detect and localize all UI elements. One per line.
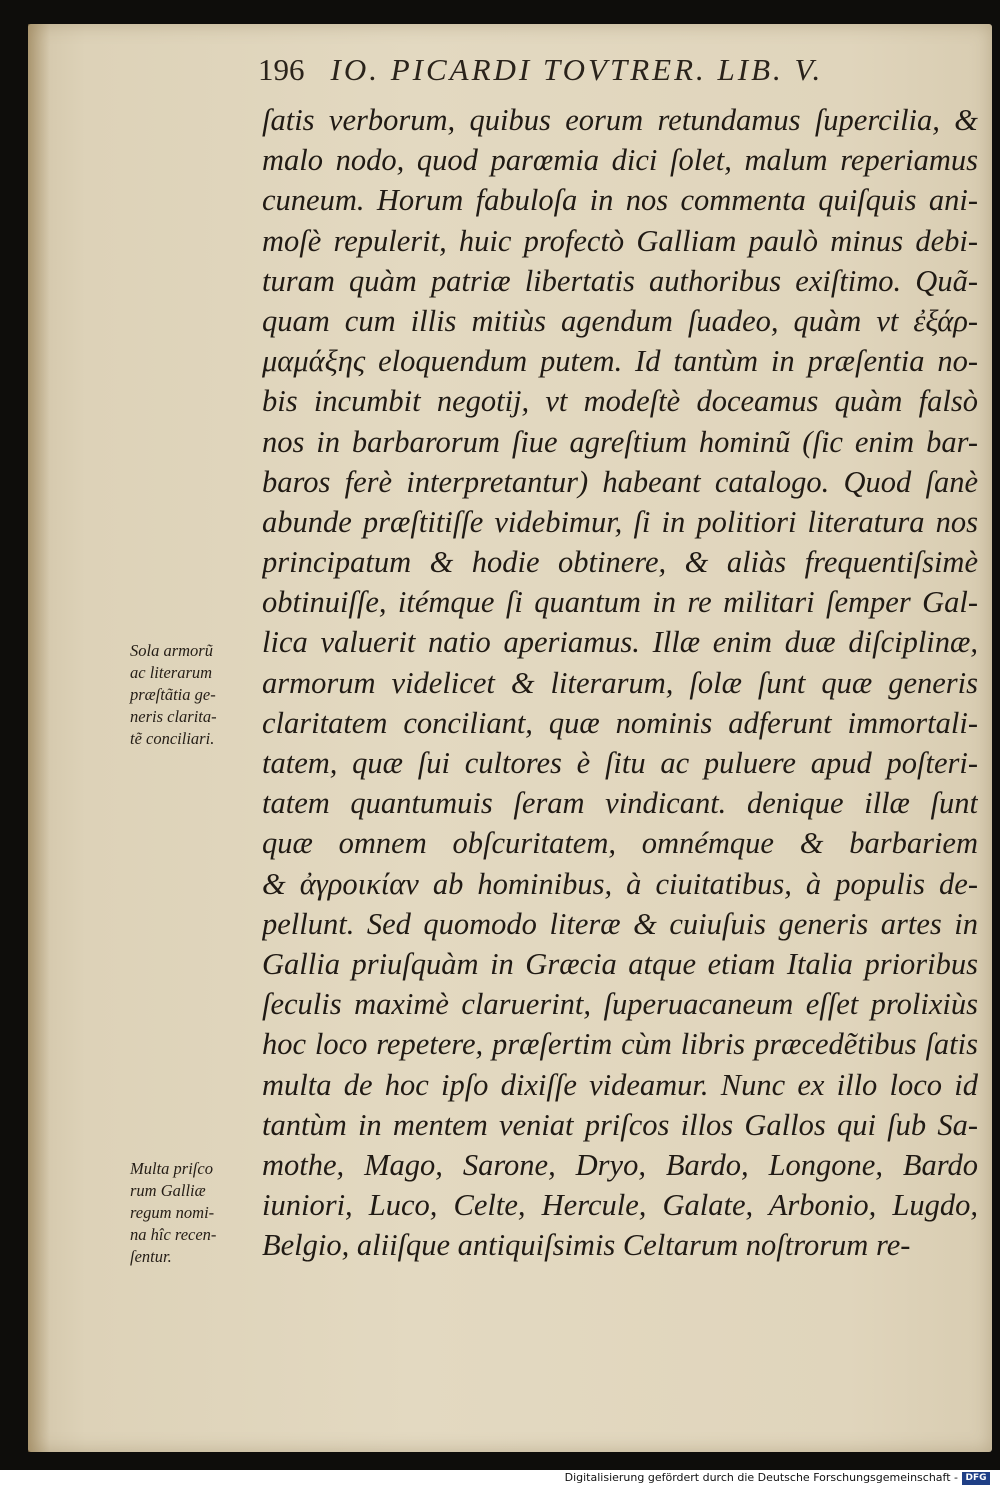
funding-credit: Digitalisierung gefördert durch die Deutsche Forschungsgemeinschaft -	[564, 1471, 958, 1484]
text-line: multa de hoc ipſo dixiſſe videamur. Nunc ex illo loco id	[262, 1067, 978, 1102]
text-line: ſatis verborum, quibus eorum retundamus ſupercilia, &	[262, 103, 978, 137]
marginal-note-line: na hîc recen-	[130, 1225, 217, 1244]
text-line: claritatem conciliant, quæ nominis adferunt immortali-	[262, 705, 978, 740]
text-line: mothe, Mago, Sarone, Dryo, Bardo, Longone, Bardo	[262, 1147, 978, 1182]
text-line: cuneum. Horum fabuloſa in nos commenta quiſquis ani-	[262, 183, 978, 218]
marginal-note-line: neris clarita-	[130, 707, 217, 726]
marginal-note-arms-letters	[130, 640, 260, 750]
text-line: armorum videlicet & literarum, ſolæ ſunt quæ generis	[262, 665, 978, 700]
marginal-note-line: Multa priſco	[130, 1159, 213, 1178]
text-line: bis incumbit negotij, vt modeſtè doceamus quàm falsò	[262, 384, 978, 419]
text-line: moſè repulerit, huic profectò Galliam paulò minus debi-	[262, 223, 978, 258]
text-line: quæ omnem obſcuritatem, omnémque & barbariem	[262, 826, 978, 861]
text-line: malo nodo, quod parœmia dici ſolet, malum reperiamus	[262, 143, 978, 178]
marginal-note-line: ac literarum	[130, 663, 213, 682]
text-line: & ἀγροικίαν ab hominibus, à ciuitatibus, à populis de-	[262, 866, 978, 901]
text-line: baros ferè interpretantur) habeant catalogo. Quod ſanè	[262, 464, 978, 499]
marginal-note-line: ſentur.	[130, 1247, 172, 1266]
text-line: obtinuiſſe, itémque ſi quantum in re militari ſemper Gal-	[262, 585, 978, 620]
text-line: iuniori, Luco, Celte, Hercule, Galate, Arbonio, Lugdo,	[262, 1188, 978, 1223]
text-line: ſeculis maximè claruerint, ſuperuacaneum eſſet prolixiùs	[262, 987, 978, 1022]
page-number: 196	[258, 52, 305, 87]
text-line: Belgio, aliiſque antiquiſsimis Celtarum noſtrorum re-	[262, 1228, 911, 1263]
marginal-note-line: Sola armorũ	[130, 641, 213, 660]
dfg-logo: DFG	[962, 1472, 990, 1485]
text-line: quam cum illis mitiùs agendum ſuadeo, quàm vt ἐξάρ-	[262, 303, 978, 338]
main-text-block	[262, 100, 978, 1265]
text-line: principatum & hodie obtinere, & aliàs frequentiſsimè	[262, 545, 978, 580]
text-line: tatem quantumuis ſeram vindicant. denique illæ ſunt	[262, 786, 978, 821]
text-line: tantùm in mentem veniat priſcos illos Gallos qui ſub Sa-	[262, 1107, 978, 1142]
text-line: abunde præſtitiſſe videbimur, ſi in politiori literatura nos	[262, 504, 978, 539]
text-line: tatem, quæ ſui cultores è ſitu ac puluere apud poſteri-	[262, 746, 978, 780]
text-line: μαμάξης eloquendum putem. Id tantùm in præſentia no-	[262, 344, 978, 379]
page-header	[258, 52, 948, 88]
text-line: Gallia priuſquàm in Græcia atque etiam Italia prioribus	[262, 946, 978, 981]
text-line: nos in barbarorum ſiue agreſtium hominũ (ſic enim bar-	[262, 424, 978, 459]
marginal-note-kings-names	[130, 1158, 260, 1268]
text-line: turam quàm patriæ libertatis authoribus exiſtimo. Quã-	[262, 263, 978, 298]
text-line: lica valuerit natio aperiamus. Illæ enim duæ diſciplinæ,	[262, 625, 978, 660]
marginal-note-line: rum Galliæ	[130, 1181, 206, 1200]
marginal-note-line: tẽ conciliari.	[130, 729, 215, 748]
marginal-note-line: regum nomi-	[130, 1203, 215, 1222]
marginal-note-line: præſtãtia ge-	[130, 685, 216, 704]
text-line: hoc loco repetere, præſertim cùm libris præcedẽtibus ſatis	[262, 1027, 978, 1062]
digitization-footer	[0, 1470, 1000, 1488]
running-title: IO. PICARDI TOVTRER. LIB. V.	[330, 52, 824, 87]
text-line: pellunt. Sed quomodo literæ & cuiuſuis generis artes in	[262, 906, 978, 941]
